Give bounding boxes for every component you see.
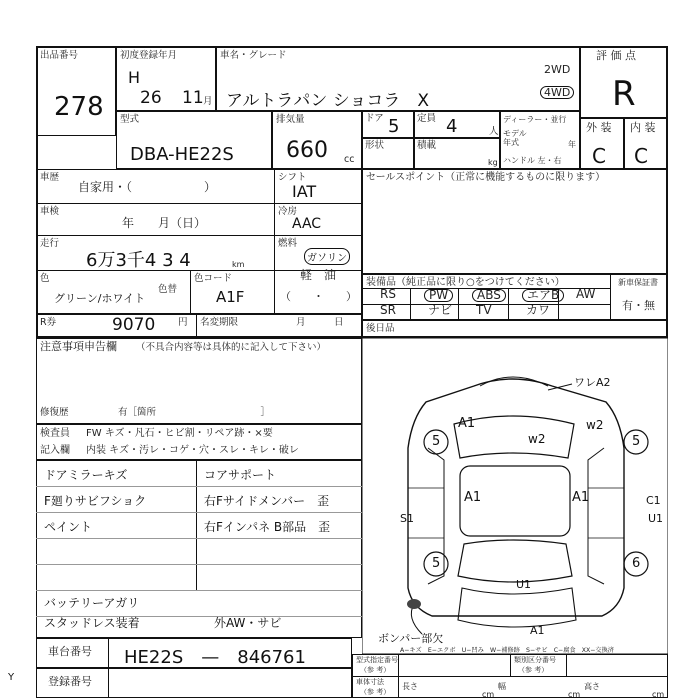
lot-label: 出品番号 xyxy=(40,50,79,61)
sales-points-label: セールスポイント（正常に機能するものに限ります） xyxy=(366,172,606,183)
reg-label: 登録番号 xyxy=(48,675,92,688)
mark-s1: S1 xyxy=(400,512,414,525)
tire-fr-grade: 5 xyxy=(632,434,641,449)
bumper-note: ボンパー部欠 xyxy=(378,632,444,645)
equip-item: TV xyxy=(476,303,492,317)
inspection-label: 車検 xyxy=(40,206,60,217)
equip-item: ナビ xyxy=(428,303,453,317)
record-items: 内装 キズ・汚レ・コゲ・穴・スレ・キレ・破レ xyxy=(86,445,299,456)
rating-value: R xyxy=(612,74,636,114)
rule xyxy=(610,274,611,320)
left-mark: Y xyxy=(8,672,15,683)
equip-item: RS xyxy=(380,287,396,301)
color-value: グリーン/ホワイト xyxy=(54,292,146,305)
mark-a1-top: A1 xyxy=(458,416,476,431)
history-label: 車歴 xyxy=(40,172,60,183)
rule xyxy=(566,654,567,676)
displacement-label: 排気量 xyxy=(276,114,305,125)
doors: 5 xyxy=(388,116,400,137)
doors-label: ドア xyxy=(365,113,384,124)
shift-label: シフト xyxy=(278,172,307,183)
cm-3: cm xyxy=(652,690,665,699)
model-designation-ref: （参 考） xyxy=(360,666,391,674)
cm-2: cm xyxy=(568,690,581,699)
height-unit: 高さ xyxy=(584,682,600,691)
note-paint: ペイント xyxy=(44,520,93,534)
first-reg-year: 26 xyxy=(140,88,162,108)
rule xyxy=(362,304,610,305)
car-diagram xyxy=(362,338,668,654)
handle-label: ハンドル 左・右 xyxy=(503,156,562,165)
rule xyxy=(36,235,362,236)
aftermarket-box xyxy=(362,320,668,338)
rule xyxy=(190,270,191,314)
model-code: DBA-HE22S xyxy=(130,144,234,165)
caution-label: 注意事項申告欄 xyxy=(40,340,117,353)
dealer-label: ディーラー・並行 xyxy=(503,115,567,124)
note-front-rust: F廻りサビフショク xyxy=(44,494,147,508)
rule xyxy=(36,486,362,487)
drive-2wd: 2WD xyxy=(544,63,571,76)
shape-label: 形状 xyxy=(365,140,385,151)
interior-grade: C xyxy=(634,144,648,168)
cm-1: cm xyxy=(482,690,495,699)
shift-value: IAT xyxy=(292,182,317,201)
exterior-grade: C xyxy=(592,144,606,168)
repair-value: 有［箇所 ］ xyxy=(118,407,271,418)
rule xyxy=(274,169,275,314)
mark-wa2: ワレA2 xyxy=(574,376,611,389)
rule xyxy=(398,654,399,676)
mark-u1-rear: U1 xyxy=(516,578,532,591)
tire-rr-grade: 6 xyxy=(632,556,641,571)
rule xyxy=(36,590,362,591)
rule xyxy=(36,203,362,204)
rule xyxy=(36,564,362,565)
car-right-side xyxy=(588,448,604,584)
note-studless: スタッドレス装着 xyxy=(44,616,140,630)
car-rear xyxy=(458,588,576,627)
chassis-label: 車台番号 xyxy=(48,645,92,658)
model-code-label: 型式 xyxy=(120,114,140,125)
color-code-value: A1F xyxy=(216,288,245,306)
repair-label: 修復歴 xyxy=(40,407,69,418)
recycle-value: 9070 xyxy=(112,315,156,335)
interior-label: 内 装 xyxy=(630,121,656,134)
rule xyxy=(196,314,197,338)
note-mirror: ドアミラーキズ xyxy=(44,468,128,482)
category-ref: （参 考） xyxy=(518,666,549,674)
warranty-label: 新車保証書 xyxy=(618,278,658,287)
rule xyxy=(196,460,197,590)
mark-a1-right: A1 xyxy=(572,490,590,505)
chassis-value: HE22S — 846761 xyxy=(124,647,306,668)
month-unit: 月 xyxy=(203,96,213,107)
equip-item: カワ xyxy=(526,303,551,317)
fuel-value: ガソリン xyxy=(304,248,350,265)
equip-item: PW xyxy=(424,289,453,302)
tire-rl-grade: 5 xyxy=(432,556,441,571)
mark-a1-left: A1 xyxy=(464,490,482,505)
expiry-label: 名変期限 xyxy=(200,317,239,328)
fuel-alt: 軽 油 xyxy=(300,268,337,282)
length-ref: （参 考） xyxy=(360,688,391,696)
lot-number: 278 xyxy=(54,92,104,122)
capacity-label: 定員 xyxy=(417,113,437,124)
category-label: 類別区分番号 xyxy=(514,656,556,664)
exterior-label: 外 装 xyxy=(586,121,612,134)
warranty-value: 有・無 xyxy=(622,299,655,312)
note-aw-rust: 外AW・サビ xyxy=(214,616,282,630)
aftermarket-label: 後日品 xyxy=(366,323,395,334)
color-label: 色 xyxy=(40,273,50,284)
equip-item: AW xyxy=(576,287,596,301)
first-reg-month: 11 xyxy=(182,88,204,108)
mark-u1-right: U1 xyxy=(648,512,664,525)
rating-label: 評 価 点 xyxy=(596,49,636,62)
equip-item: ABS xyxy=(472,289,506,302)
model-grade: アルトラパン ショコラ X xyxy=(226,91,430,111)
inspector-label: 検査員 xyxy=(40,428,70,439)
capacity: 4 xyxy=(446,116,458,137)
parens: （ ・ ） xyxy=(280,290,357,303)
first-reg-era: H xyxy=(128,68,141,87)
load-label: 積載 xyxy=(417,140,437,151)
displacement-unit: cc xyxy=(344,154,355,165)
length-label: 車体寸法 xyxy=(356,678,384,686)
expiry-value: 月 日 xyxy=(296,317,344,328)
mark-a1-bottom: A1 xyxy=(530,624,545,637)
damage-legend: A−キズ E−エクボ U−凹み W−補修跡 S−サビ C−腐食 XX−交換済 xyxy=(400,647,614,654)
equip-item: エアB xyxy=(522,289,564,302)
rule xyxy=(352,676,668,677)
equip-item: SR xyxy=(380,303,396,317)
tire-fl-grade: 5 xyxy=(432,434,441,449)
rule xyxy=(362,288,610,289)
mileage-unit: km xyxy=(232,260,245,269)
drive-4wd: 4WD xyxy=(540,86,574,99)
capacity-unit: 人 xyxy=(489,126,499,137)
recycle-unit: 円 xyxy=(178,317,188,328)
inspection-value: 年 月（日） xyxy=(122,216,207,230)
recycle-label: R券 xyxy=(40,317,57,328)
equipment-label: 装備品（純正品に限り○をつけてください） xyxy=(366,277,565,288)
record-label: 記入欄 xyxy=(40,445,70,456)
model-designation-label: 型式指定番号 xyxy=(356,656,398,664)
rule xyxy=(398,676,399,698)
mileage-label: 走行 xyxy=(40,238,60,249)
note-battery: バッテリーアガリ xyxy=(44,596,140,610)
model-grade-label: 車名・グレード xyxy=(220,50,287,61)
note-inpane: 右Fインパネ B部品 歪 xyxy=(204,520,331,534)
color-code-label: 色コード xyxy=(194,273,233,284)
displacement: 660 xyxy=(286,138,328,163)
rule xyxy=(510,654,511,676)
ac-label: 冷房 xyxy=(278,206,298,217)
caution-note: （不具合内容等は具体的に記入して下さい） xyxy=(136,342,327,353)
inspector-items: FW キズ・凡石・ヒビ割・リペア跡・×要 xyxy=(86,428,273,439)
history-value: 自家用・（ ） xyxy=(78,180,217,194)
ac-value: AAC xyxy=(292,216,322,232)
first-reg-label: 初度登録年月 xyxy=(120,50,178,61)
mark-c1: C1 xyxy=(646,494,661,507)
kg-unit: kg xyxy=(488,158,498,167)
note-core-support: コアサポート xyxy=(204,468,277,482)
mark-w2-left: w2 xyxy=(528,432,546,446)
rule xyxy=(36,512,362,513)
model-year-unit: 年 xyxy=(568,140,576,149)
note-side-member: 右Fサイドメンバー 歪 xyxy=(204,494,330,508)
model-year-label: モデル年式 xyxy=(503,129,527,147)
length-unit: 長さ xyxy=(402,682,418,691)
sales-points-box xyxy=(362,169,668,274)
rule xyxy=(36,538,362,539)
width-unit: 幅 xyxy=(498,682,506,691)
mileage-value: 6万3千4 3 4 xyxy=(86,250,191,271)
bumper-scribble xyxy=(407,599,421,609)
mark-w2-right: w2 xyxy=(586,418,604,432)
fuel-label: 燃料 xyxy=(278,238,298,249)
car-rear-window xyxy=(458,540,572,582)
color-change-label: 色替 xyxy=(158,284,178,295)
